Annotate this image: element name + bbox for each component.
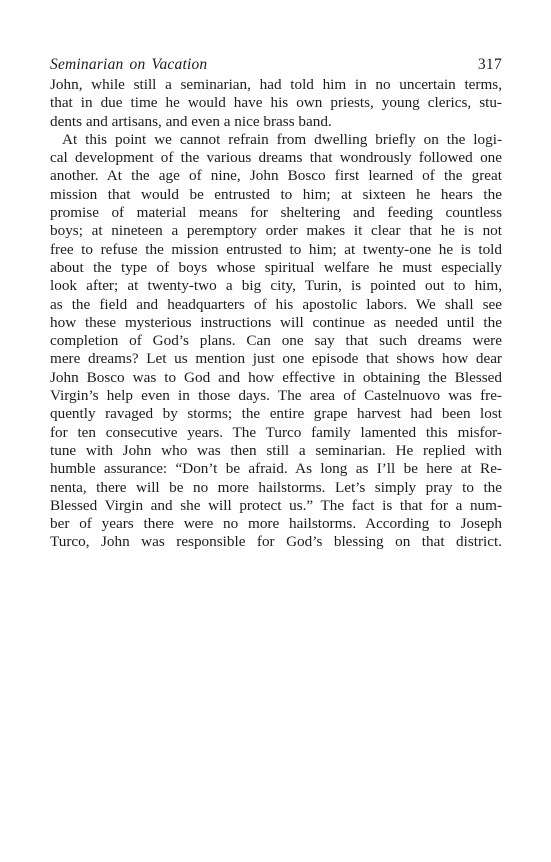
text-line: John, while still a seminarian, had told him in no uncertain terms,: [50, 76, 502, 93]
page-number: 317: [477, 56, 502, 73]
text-line: John Bosco was to God and how effective in obtaining the Blessed: [50, 368, 502, 386]
text-line: cal development of the various dreams that wondrously followed one: [50, 149, 502, 167]
running-head: [50, 56, 502, 76]
text-line: that in due time he would have his own priests, young clerics, stu-: [50, 94, 502, 112]
text-line: nenta, there will be no more hailstorms. Let’s simply pray to the: [50, 478, 502, 496]
running-head-title: Seminarian on Vacation: [50, 56, 208, 73]
text-line: promise of material means for sheltering and feeding countless: [50, 204, 502, 222]
text-line: completion of God’s plans. Can one say that such dreams were: [50, 332, 502, 350]
text-line: ber of years there were no more hailstorms. According to Joseph: [50, 515, 502, 533]
text-line: At this point we cannot refrain from dwelling briefly on the logi-: [62, 130, 502, 148]
text-line: another. At the age of nine, John Bosco first learned of the great: [50, 167, 502, 185]
text-line: mission that would be entrusted to him; at sixteen he hears the: [50, 185, 502, 203]
text-line: boys; at nineteen a peremptory order makes it clear that he is not: [50, 222, 502, 240]
text-line: mere dreams? Let us mention just one episode that shows how dear: [50, 350, 502, 368]
text-line: look after; at twenty-two a big city, Turin, is pointed out to him,: [50, 277, 502, 295]
text-line: for ten consecutive years. The Turco family lamented this misfor-: [50, 423, 502, 441]
text-line: quently ravaged by storms; the entire grape harvest had been lost: [50, 405, 502, 423]
text-line: dents and artisans, and even a nice brass band.: [50, 112, 332, 130]
text-line: tune with John who was then still a seminarian. He replied with: [50, 441, 502, 459]
text-line: humble assurance: “Don’t be afraid. As long as I’ll be here at Re-: [50, 460, 502, 478]
text-line: Blessed Virgin and she will protect us.” The fact is that for a num-: [50, 496, 502, 514]
body-text: [50, 76, 502, 552]
text-line: Virgin’s help even in those days. The area of Castelnuovo was fre-: [50, 387, 502, 405]
text-line: as the field and headquarters of his apostolic labors. We shall see: [50, 295, 502, 313]
text-line: about the type of boys whose spiritual welfare he must especially: [50, 258, 502, 276]
text-line: how these mysterious instructions will continue as needed until the: [50, 313, 502, 331]
text-line: free to refuse the mission entrusted to him; at twenty-one he is told: [50, 240, 502, 258]
text-line: Turco, John was responsible for God’s blessing on that district.: [50, 533, 502, 551]
